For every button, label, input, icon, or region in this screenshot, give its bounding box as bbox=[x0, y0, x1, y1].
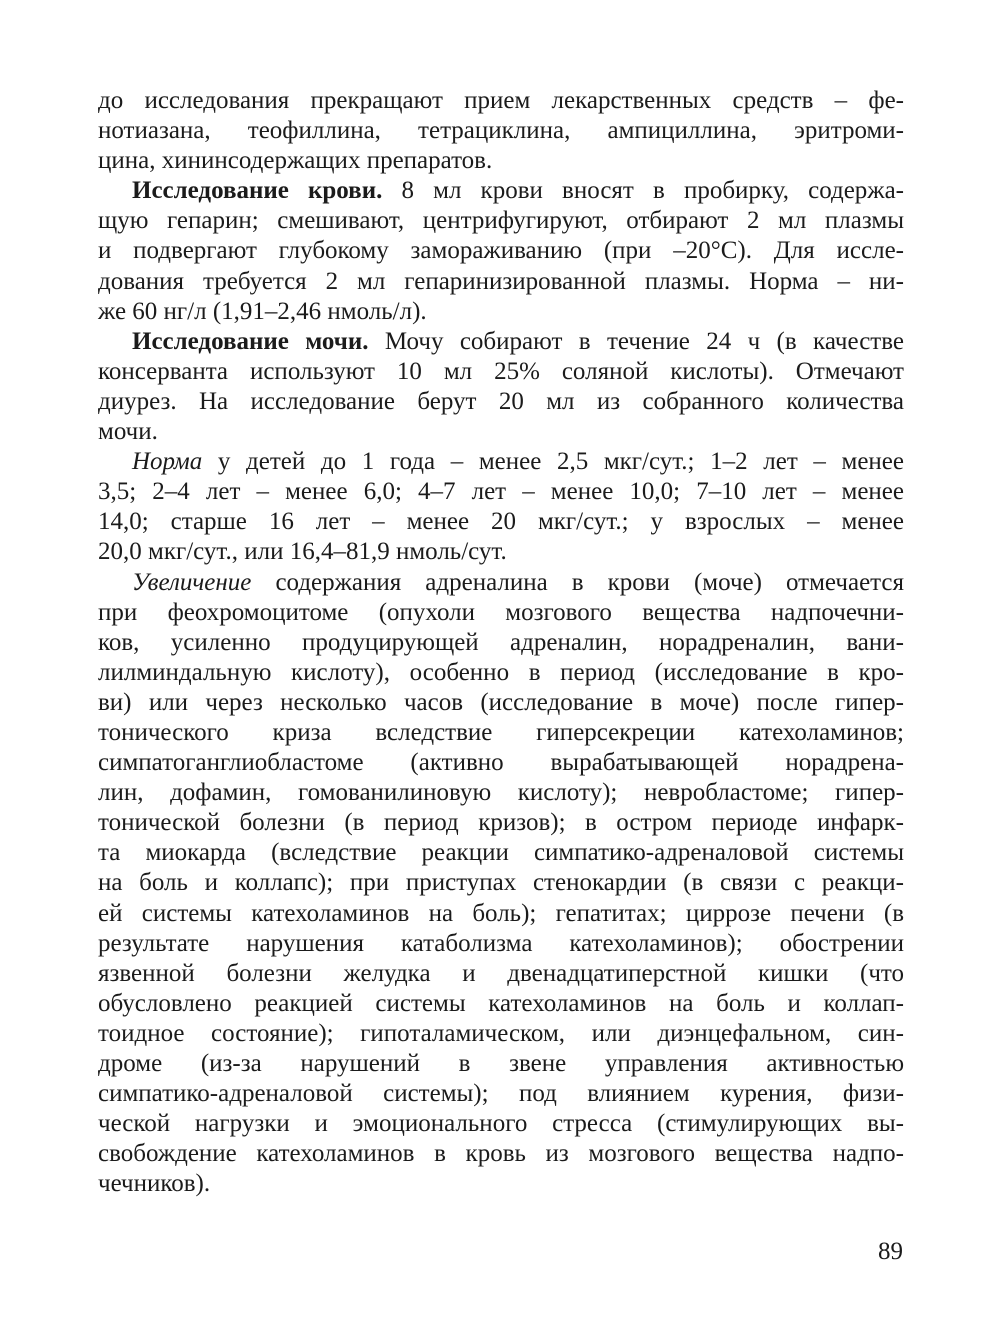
text-line: до исследования прекращают прием лекарственных средств – фе- bbox=[98, 87, 904, 114]
text-line: язвенной болезни желудка и двенадцатиперстной кишки (что bbox=[98, 959, 904, 987]
text-line: ви) или через несколько часов (исследование в моче) после гипер- bbox=[98, 688, 904, 716]
text-line: щую гепарин; смешивают, центрифугируют, отбирают 2 мл плазмы bbox=[98, 207, 904, 235]
text-fragment: Мочу собирают в течение 24 ч (в качестве bbox=[368, 327, 904, 355]
text-line: мочи. bbox=[98, 418, 158, 446]
text-line: и подвергают глубокому замораживанию (при –20°С). Для иссле- bbox=[98, 237, 904, 265]
text-line: на боль и коллапс); при приступах стенокардии (в связи с реакци- bbox=[98, 869, 904, 897]
text-line: тоидное состояние); гипоталамическом, или диэнцефальном, син- bbox=[98, 1019, 904, 1047]
text-line: дования требуется 2 мл гепаринизированной плазмы. Норма – ни- bbox=[98, 267, 904, 295]
text-line: ков, усиленно продуцирующей адреналин, норадреналин, вани- bbox=[98, 628, 904, 656]
urine-test-heading: Исследование мочи. bbox=[132, 327, 369, 355]
text-line: цина, хининсодержащих препаратов. bbox=[98, 147, 493, 175]
increase-term: Увеличение bbox=[132, 568, 252, 596]
text-line: консерванта используют 10 мл 25% соляной кислоты). Отмечают bbox=[98, 357, 904, 385]
text-line: обусловлено реакцией системы катехоламинов на боль и коллап- bbox=[98, 989, 904, 1017]
text-line: нотиазана, теофиллина, тетрациклина, ампициллина, эритроми- bbox=[98, 117, 904, 145]
text-line: диурез. На исследование берут 20 мл из собранного количества bbox=[98, 387, 904, 415]
text-line: лилминдальную кислоту), особенно в период (исследование в кро- bbox=[98, 658, 904, 686]
text-line: же 60 нг/л (1,91–2,46 нмоль/л). bbox=[98, 297, 427, 325]
page-number: 89 bbox=[878, 1238, 903, 1265]
text-line: чечников). bbox=[98, 1170, 211, 1198]
blood-test-heading: Исследование крови. bbox=[132, 177, 383, 205]
norm-term: Норма bbox=[132, 448, 203, 476]
text-line: симпатико-адреналовой системы); под влиянием курения, физи- bbox=[98, 1080, 904, 1108]
text-line: результате нарушения катаболизма катехоламинов); обострении bbox=[98, 929, 904, 957]
text-line: 3,5; 2–4 лет – менее 6,0; 4–7 лет – менее 10,0; 7–10 лет – менее bbox=[98, 478, 904, 506]
text-line: тонического криза вследствие гиперсекреции катехоламинов; bbox=[98, 718, 904, 746]
text-fragment: 8 мл крови вносят в пробирку, содержа- bbox=[382, 177, 904, 205]
text-line bbox=[98, 176, 904, 206]
text-line: ческой нагрузки и эмоционального стресса (стимулирующих вы- bbox=[98, 1110, 904, 1138]
text-line bbox=[98, 327, 904, 357]
text-line: дроме (из-за нарушений в звене управления активностью bbox=[98, 1050, 904, 1077]
text-line: ей системы катехоламинов на боль); гепатитах; циррозе печени (в bbox=[98, 899, 904, 927]
text-line: свобождение катехоламинов в кровь из мозгового вещества надпо- bbox=[98, 1140, 904, 1168]
page-body-text bbox=[98, 86, 904, 1199]
text-line: тонической болезни (в период кризов); в остром периоде инфарк- bbox=[98, 809, 904, 837]
text-line: 20,0 мкг/сут., или 16,4–81,9 нмоль/сут. bbox=[98, 538, 507, 566]
text-line bbox=[98, 447, 904, 477]
text-fragment: содержания адреналина в крови (моче) отмечается bbox=[251, 568, 904, 596]
text-line: 14,0; старше 16 лет – менее 20 мкг/сут.; у взрослых – менее bbox=[98, 508, 904, 536]
text-line: та миокарда (вследствие реакции симпатико-адреналовой системы bbox=[98, 839, 904, 867]
text-line: симпатоганглиобластоме (активно вырабатывающей норадрена- bbox=[98, 749, 904, 777]
text-fragment: у детей до 1 года – менее 2,5 мкг/сут.; 1–2 лет – менее bbox=[202, 448, 904, 476]
text-line: лин, дофамин, гомованилиновую кислоту); невробластоме; гипер- bbox=[98, 779, 904, 807]
text-line bbox=[98, 568, 904, 598]
text-line: при феохромоцитоме (опухоли мозгового вещества надпочечни- bbox=[98, 598, 904, 626]
